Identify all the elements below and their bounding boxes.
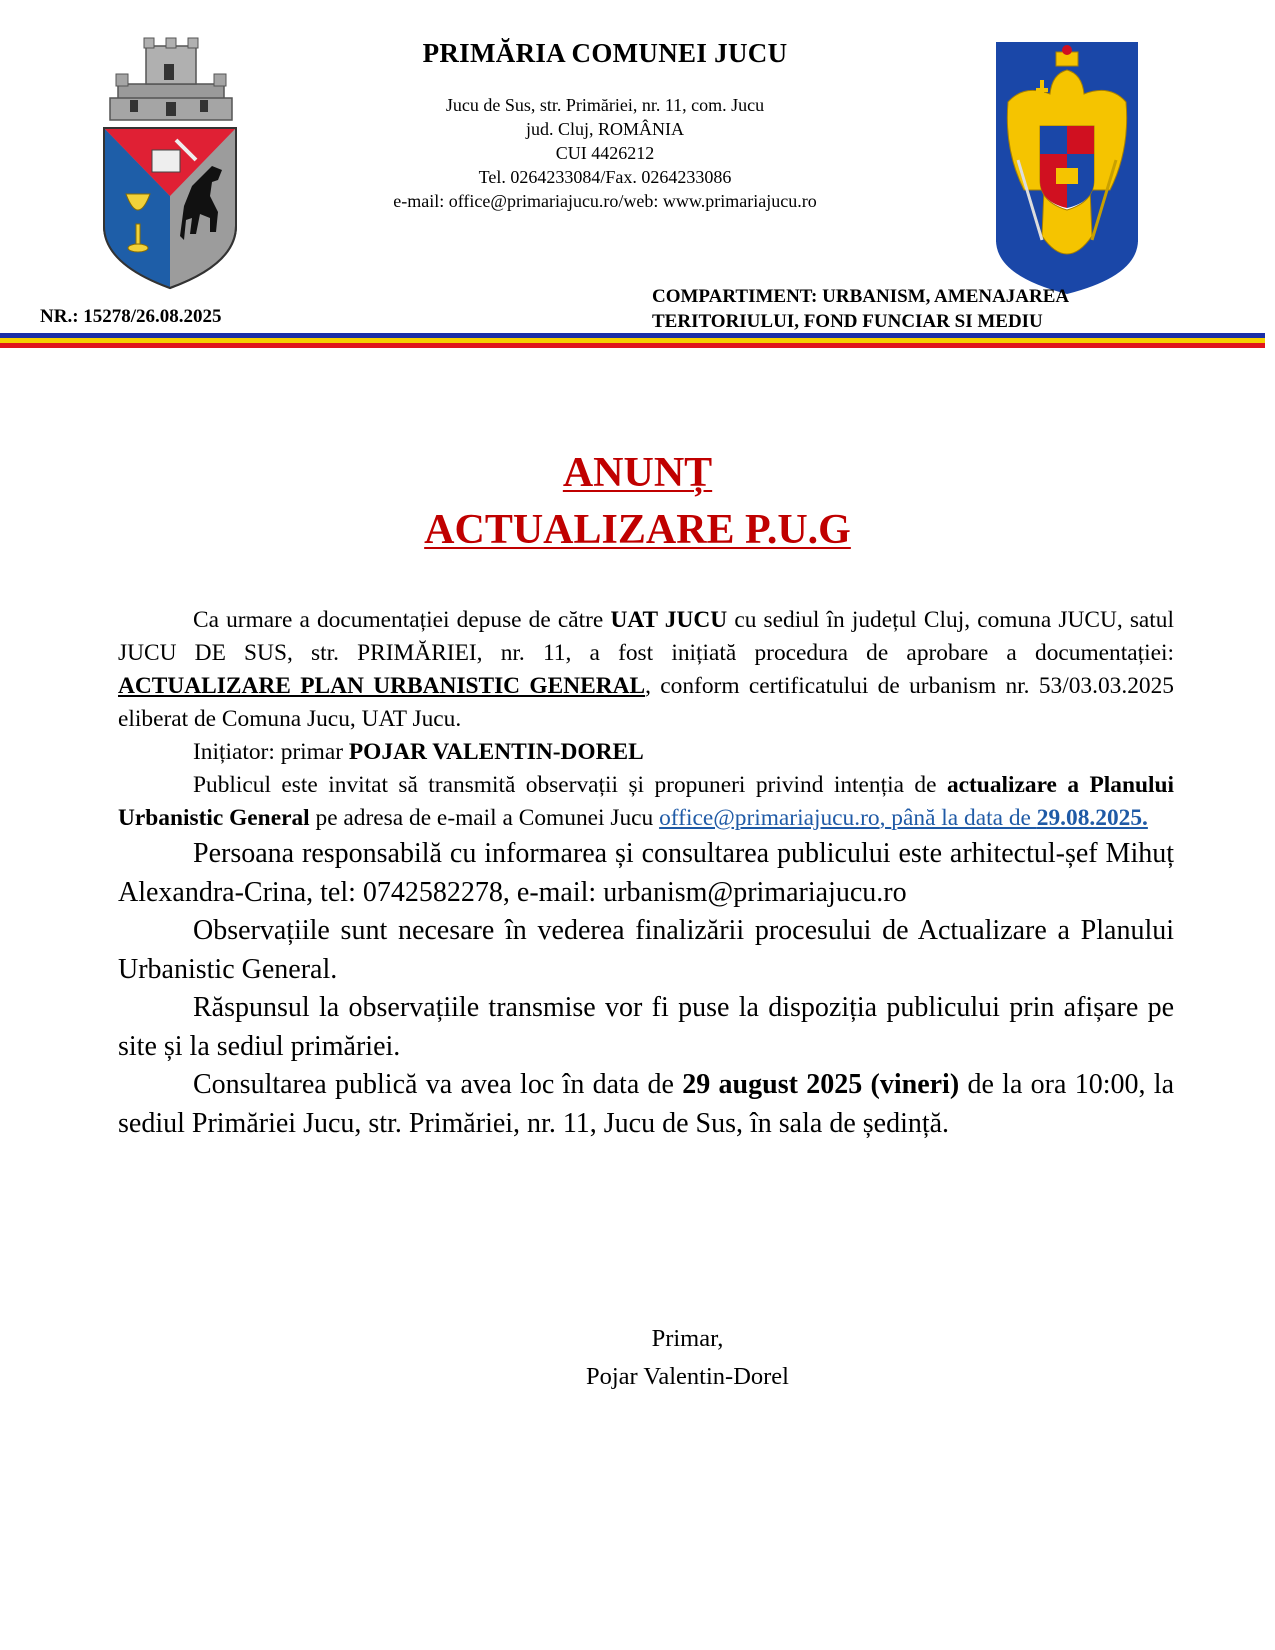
text: Ca urmare a documentației depuse de către — [193, 607, 611, 633]
signature-name: Pojar Valentin-Dorel — [586, 1363, 789, 1390]
paragraph-documentation — [118, 604, 1174, 736]
address-line: e-mail: office@primariajucu.ro/web: www.primariajucu.ro — [393, 191, 817, 211]
department-label — [652, 284, 1069, 334]
paragraph-observations: Observațiile sunt necesare în vederea finalizării procesului de Actualizare a Planului Urbanistic General. — [118, 915, 1174, 985]
initiator-name: POJAR VALENTIN-DOREL — [348, 739, 644, 765]
paragraph-invitation — [118, 769, 1174, 835]
crown-tower-icon — [110, 38, 232, 120]
paragraph-response: Răspunsul la observațiile transmise vor fi puse la dispoziția publicului prin afișare pe site și la sediul primăriei. — [118, 992, 1174, 1062]
announcement-heading — [0, 445, 1275, 559]
text: cu sediul în județul Cluj, comuna JUCU, satul JUCU DE SUS, str. PRIMĂRIEI, nr. 11, a fost inițiată procedura de aprobare a documentației: — [118, 607, 1175, 666]
romania-crest-icon — [994, 40, 1140, 296]
text-bold: UAT JUCU — [610, 607, 728, 633]
address-block — [330, 93, 880, 213]
text: pe adresa de e-mail a Comunei Jucu — [309, 805, 660, 831]
text: Inițiator: primar — [193, 739, 349, 765]
jucu-crest-icon — [100, 36, 240, 290]
address-line: jud. Cluj, ROMÂNIA — [525, 119, 684, 139]
deadline-date: 29.08.2025. — [1036, 805, 1148, 831]
signature-block — [0, 1320, 1275, 1396]
text: , conform certificatului de urbanism nr. 53/03.03.2025 eliberat de Comuna Jucu, UAT Jucu. — [118, 673, 1174, 732]
paragraph-responsible: Persoana responsabilă cu informarea și consultarea publicului este arhitectul-șef Mihuț Alexandra-Crina, tel: 0742582278, e-mail: urbanism@primariajucu.ro — [118, 838, 1174, 908]
page-title: PRIMĂRIA COMUNEI JUCU — [422, 38, 788, 68]
document-title: ACTUALIZARE PLAN URBANISTIC GENERAL — [118, 673, 646, 699]
text: Publicul este invitat să transmită observații și propuneri privind intenția de — [193, 772, 947, 798]
text: , — [879, 805, 892, 831]
registration-number: NR.: 15278/26.08.2025 — [40, 306, 222, 327]
deadline-text: până la data de — [891, 805, 1037, 831]
inner-shield-icon — [1040, 126, 1094, 210]
signature-role: Primar, — [651, 1325, 724, 1352]
text: de la ora 10:00, la sediul Primăriei Jucu, str. Primăriei, nr. 11, Jucu de Sus, în sala de ședință. — [118, 1069, 1174, 1139]
department-line: COMPARTIMENT: URBANISM, AMENAJAREA — [652, 286, 1070, 307]
address-line: CUI 4426212 — [555, 143, 655, 163]
text-bold: actualizare a Planului Urbanistic General — [118, 772, 1174, 831]
announcement-body — [118, 604, 1174, 1143]
paragraph-initiator — [118, 736, 1174, 769]
text: Consultarea publică va avea loc în data de — [193, 1069, 683, 1100]
email-link[interactable]: office@primariajucu.ro — [659, 805, 880, 831]
address-line: Jucu de Sus, str. Primăriei, nr. 11, com. Jucu — [445, 95, 765, 115]
department-line: TERITORIULUI, FOND FUNCIAR SI MEDIU — [652, 311, 1043, 332]
consultation-date: 29 august 2025 (vineri) — [682, 1069, 960, 1100]
heading-line-2: ACTUALIZARE P.U.G — [424, 507, 851, 553]
address-line: Tel. 0264233084/Fax. 0264233086 — [478, 167, 732, 187]
heading-line-1: ANUNȚ — [562, 450, 713, 496]
paragraph-consultation — [118, 1066, 1174, 1143]
flag-stripe-red — [0, 343, 1265, 348]
